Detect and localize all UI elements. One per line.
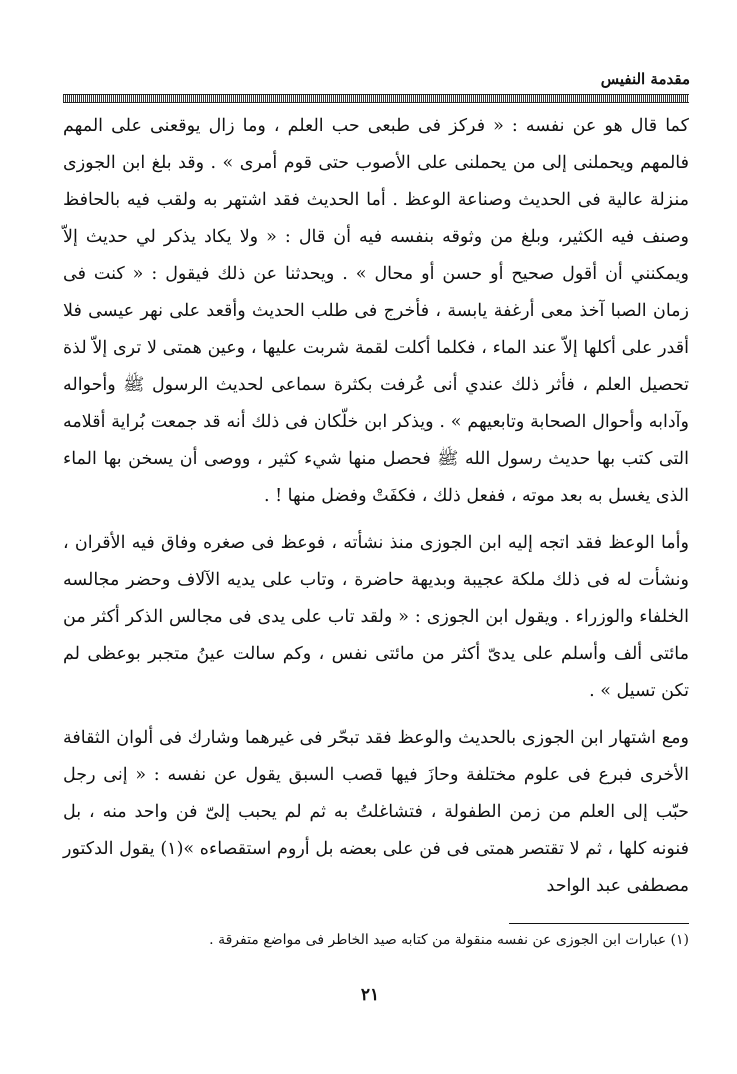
running-title: مقدمة النفيس xyxy=(600,70,690,88)
header-rule xyxy=(63,94,689,103)
footnote: (١) عبارات ابن الجوزى عن نفسه منقولة من كتابه صيد الخاطر فى مواضع متفرقة . xyxy=(209,932,689,948)
paragraph: ومع اشتهار ابن الجوزى بالحديث والوعظ فقد تبحّر فى غيرهما وشارك فى ألوان الثقافة الأخرى فبرع فى علوم مختلفة وحازَ فيها قصب السبق يقول عن نفسه : « إنى رجل حبّب إلى العلم من زمن الطفولة ، فتشاغلتُ به ثم لم يحبب إلىّ فن واحد منه ، بل فنونه كلها ، ثم لا تقتصر همتى فى فن على بعضه بل أروم استقصاءه »(١) يقول الدكتور مصطفى عبد الواحد xyxy=(63,728,690,896)
body-text xyxy=(63,108,689,905)
page-number: ٢١ xyxy=(360,985,380,1005)
paragraph: كما قال هو عن نفسه : « فركز فى طبعى حب العلم ، وما زال يوقعنى على المهم فالمهم ويحملنى إلى من يحملنى على الأصوب حتى قوم أمرى » . وقد بلغ ابن الجوزى منزلة عالية فى الحديث وصناعة الوعظ . أما الحديث فقد اشتهر به ولقب فيه بالحافظ وصنف فيه الكثير، وبلغ من وثوقه بنفسه فيه أن قال : « ولا يكاد يذكر لي حديث إلاّ ويمكنني أن أقول صحيح أو حسن أو محال » . ويحدثنا عن ذلك فيقول : « كنت فى زمان الصبا آخذ معى أرغفة يابسة ، فأخرج فى طلب الحديث وأقعد على نهر عيسى فلا أقدر على أكلها إلاّ عند الماء ، فكلما أكلت لقمة شربت عليها ، وعين همتى لا ترى إلاّ لذة تحصيل العلم ، فأثر ذلك عندي أنى عُرفت بكثرة سماعى لحديث الرسول ﷺ وأحواله وآدابه وأحوال الصحابة وتابعيهم » . ويذكر ابن خلّكان فى ذلك أنه قد جمعت بُراية أقلامه التى كتب بها حديث رسول الله ﷺ فحصل منها شيء كثير ، ووصى أن يسخن بها الماء الذى يغسل به بعد موته ، ففعل ذلك ، فكفَتْ وفضل منها ! . xyxy=(63,116,689,506)
footnote-rule xyxy=(509,923,689,924)
paragraph: وأما الوعظ فقد اتجه إليه ابن الجوزى منذ نشأته ، فوعظ فى صغره وفاق فيه الأقران ، ونشأت له فى ذلك ملكة عجيبة وبديهة حاضرة ، وتاب على يديه الآلاف وحضر مجالسه الخلفاء والوزراء . ويقول ابن الجوزى : « ولقد تاب على يدى فى مجالس الذكر أكثر من مائتى ألف وأسلم على يدىّ أكثر من مائتى نفس ، وكم سالت عينُ متجبر بوعظى لم تكن تسيل » . xyxy=(63,533,689,701)
